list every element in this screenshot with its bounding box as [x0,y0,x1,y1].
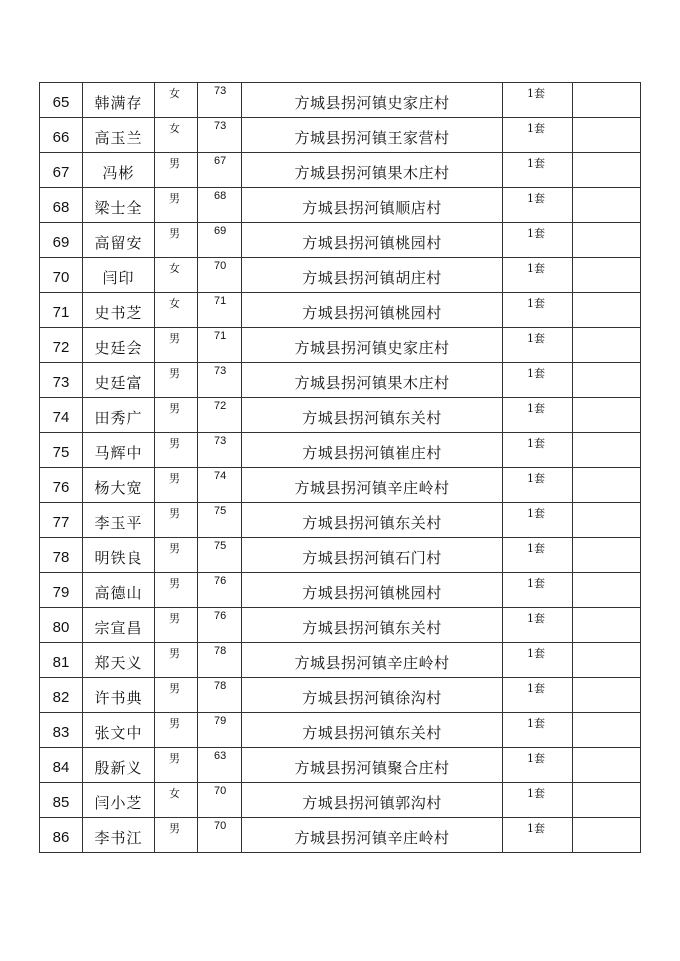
quantity-cell: 1套 [503,748,573,783]
age-cell: 75 [198,538,242,573]
gender-cell: 男 [155,538,198,573]
row-number-cell: 84 [40,748,83,783]
name-cell: 高留安 [83,223,155,258]
row-number-cell: 69 [40,223,83,258]
remark-cell [573,608,641,643]
quantity-cell: 1套 [503,713,573,748]
table-row [40,573,641,608]
remark-cell [573,153,641,188]
address-cell: 方城县拐河镇崔庄村 [242,433,503,468]
row-number-cell: 65 [40,83,83,118]
quantity-cell: 1套 [503,328,573,363]
address-cell: 方城县拐河镇顺店村 [242,188,503,223]
quantity-cell: 1套 [503,293,573,328]
table-row [40,678,641,713]
table-row [40,293,641,328]
name-cell: 史廷富 [83,363,155,398]
address-cell: 方城县拐河镇果木庄村 [242,153,503,188]
row-number-cell: 76 [40,468,83,503]
table-row [40,328,641,363]
age-cell: 78 [198,678,242,713]
row-number-cell: 66 [40,118,83,153]
address-cell: 方城县拐河镇东关村 [242,713,503,748]
remark-cell [573,293,641,328]
age-cell: 70 [198,818,242,853]
quantity-cell: 1套 [503,398,573,433]
quantity-cell: 1套 [503,83,573,118]
gender-cell: 男 [155,748,198,783]
remark-cell [573,573,641,608]
name-cell: 冯彬 [83,153,155,188]
address-cell: 方城县拐河镇史家庄村 [242,328,503,363]
table-row [40,398,641,433]
table-row [40,223,641,258]
address-cell: 方城县拐河镇辛庄岭村 [242,468,503,503]
remark-cell [573,538,641,573]
gender-cell: 女 [155,293,198,328]
name-cell: 明铁良 [83,538,155,573]
table-row [40,538,641,573]
remark-cell [573,258,641,293]
gender-cell: 女 [155,83,198,118]
quantity-cell: 1套 [503,188,573,223]
address-cell: 方城县拐河镇石门村 [242,538,503,573]
name-cell: 李书江 [83,818,155,853]
quantity-cell: 1套 [503,468,573,503]
row-number-cell: 81 [40,643,83,678]
gender-cell: 男 [155,608,198,643]
name-cell: 史书芝 [83,293,155,328]
quantity-cell: 1套 [503,433,573,468]
name-cell: 宗宣昌 [83,608,155,643]
address-cell: 方城县拐河镇史家庄村 [242,83,503,118]
gender-cell: 男 [155,433,198,468]
quantity-cell: 1套 [503,678,573,713]
remark-cell [573,328,641,363]
age-cell: 68 [198,188,242,223]
table-row [40,258,641,293]
address-cell: 方城县拐河镇东关村 [242,398,503,433]
age-cell: 69 [198,223,242,258]
table-row [40,83,641,118]
row-number-cell: 68 [40,188,83,223]
table-row [40,713,641,748]
age-cell: 63 [198,748,242,783]
gender-cell: 男 [155,818,198,853]
remark-cell [573,678,641,713]
address-cell: 方城县拐河镇辛庄岭村 [242,643,503,678]
table-row [40,818,641,853]
gender-cell: 男 [155,188,198,223]
age-cell: 67 [198,153,242,188]
row-number-cell: 75 [40,433,83,468]
row-number-cell: 83 [40,713,83,748]
address-cell: 方城县拐河镇聚合庄村 [242,748,503,783]
address-cell: 方城县拐河镇辛庄岭村 [242,818,503,853]
table-row [40,433,641,468]
remark-cell [573,748,641,783]
quantity-cell: 1套 [503,153,573,188]
row-number-cell: 78 [40,538,83,573]
gender-cell: 男 [155,398,198,433]
table-row [40,188,641,223]
age-cell: 72 [198,398,242,433]
recipient-table [39,82,641,853]
remark-cell [573,83,641,118]
age-cell: 73 [198,363,242,398]
age-cell: 70 [198,258,242,293]
table-row [40,363,641,398]
age-cell: 71 [198,328,242,363]
age-cell: 71 [198,293,242,328]
row-number-cell: 80 [40,608,83,643]
remark-cell [573,818,641,853]
name-cell: 梁士全 [83,188,155,223]
row-number-cell: 72 [40,328,83,363]
address-cell: 方城县拐河镇桃园村 [242,293,503,328]
quantity-cell: 1套 [503,363,573,398]
address-cell: 方城县拐河镇桃园村 [242,223,503,258]
name-cell: 杨大宽 [83,468,155,503]
name-cell: 殷新义 [83,748,155,783]
age-cell: 79 [198,713,242,748]
table-row [40,783,641,818]
table-row [40,118,641,153]
row-number-cell: 67 [40,153,83,188]
gender-cell: 男 [155,468,198,503]
quantity-cell: 1套 [503,573,573,608]
gender-cell: 男 [155,223,198,258]
remark-cell [573,713,641,748]
quantity-cell: 1套 [503,223,573,258]
address-cell: 方城县拐河镇东关村 [242,503,503,538]
name-cell: 田秀广 [83,398,155,433]
table-row [40,468,641,503]
quantity-cell: 1套 [503,608,573,643]
gender-cell: 男 [155,153,198,188]
table-row [40,748,641,783]
name-cell: 张文中 [83,713,155,748]
gender-cell: 男 [155,643,198,678]
row-number-cell: 79 [40,573,83,608]
table-row [40,643,641,678]
address-cell: 方城县拐河镇徐沟村 [242,678,503,713]
remark-cell [573,433,641,468]
quantity-cell: 1套 [503,118,573,153]
remark-cell [573,363,641,398]
name-cell: 郑天义 [83,643,155,678]
name-cell: 闫印 [83,258,155,293]
gender-cell: 男 [155,363,198,398]
name-cell: 李玉平 [83,503,155,538]
address-cell: 方城县拐河镇果木庄村 [242,363,503,398]
age-cell: 76 [198,573,242,608]
table-row [40,503,641,538]
row-number-cell: 74 [40,398,83,433]
gender-cell: 男 [155,328,198,363]
quantity-cell: 1套 [503,538,573,573]
name-cell: 史廷会 [83,328,155,363]
gender-cell: 女 [155,783,198,818]
remark-cell [573,468,641,503]
remark-cell [573,223,641,258]
row-number-cell: 77 [40,503,83,538]
age-cell: 73 [198,83,242,118]
remark-cell [573,398,641,433]
address-cell: 方城县拐河镇胡庄村 [242,258,503,293]
age-cell: 73 [198,433,242,468]
row-number-cell: 82 [40,678,83,713]
gender-cell: 女 [155,258,198,293]
row-number-cell: 85 [40,783,83,818]
quantity-cell: 1套 [503,643,573,678]
remark-cell [573,503,641,538]
remark-cell [573,188,641,223]
remark-cell [573,783,641,818]
row-number-cell: 73 [40,363,83,398]
age-cell: 76 [198,608,242,643]
table-row [40,153,641,188]
quantity-cell: 1套 [503,783,573,818]
name-cell: 闫小芝 [83,783,155,818]
gender-cell: 男 [155,573,198,608]
gender-cell: 男 [155,713,198,748]
age-cell: 78 [198,643,242,678]
age-cell: 70 [198,783,242,818]
name-cell: 高玉兰 [83,118,155,153]
age-cell: 74 [198,468,242,503]
name-cell: 马辉中 [83,433,155,468]
name-cell: 许书典 [83,678,155,713]
gender-cell: 女 [155,118,198,153]
remark-cell [573,118,641,153]
row-number-cell: 70 [40,258,83,293]
row-number-cell: 86 [40,818,83,853]
quantity-cell: 1套 [503,503,573,538]
table-row [40,608,641,643]
quantity-cell: 1套 [503,818,573,853]
quantity-cell: 1套 [503,258,573,293]
remark-cell [573,643,641,678]
gender-cell: 男 [155,503,198,538]
address-cell: 方城县拐河镇桃园村 [242,573,503,608]
address-cell: 方城县拐河镇郭沟村 [242,783,503,818]
age-cell: 73 [198,118,242,153]
address-cell: 方城县拐河镇王家营村 [242,118,503,153]
table-body [40,83,641,853]
gender-cell: 男 [155,678,198,713]
name-cell: 高德山 [83,573,155,608]
age-cell: 75 [198,503,242,538]
row-number-cell: 71 [40,293,83,328]
address-cell: 方城县拐河镇东关村 [242,608,503,643]
name-cell: 韩满存 [83,83,155,118]
